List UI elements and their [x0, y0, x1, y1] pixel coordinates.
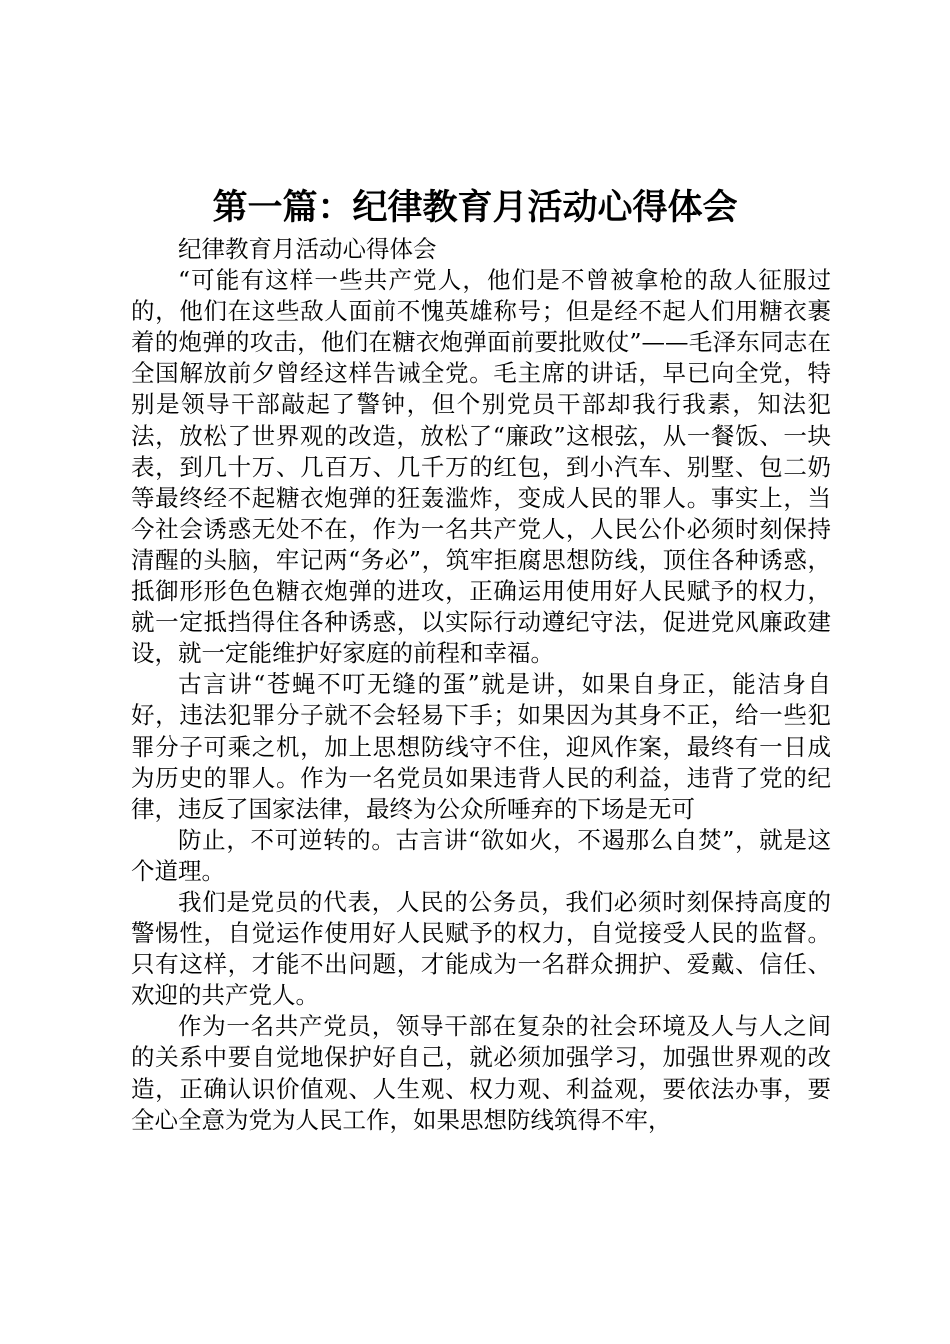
- body-paragraph: “可能有这样一些共产党人，他们是不曾被拿枪的敌人征服过的，他们在这些敌人面前不愧英雄称号；但是经不起人们用糖衣裹着的炮弹的攻击，他们在糖衣炮弹面前要批败仗”——毛泽东同志在全国解放前夕曾经这样告诫全党。毛主席的讲话，早已向全党，特别是领导干部敲起了警钟，但个别党员干部却我行我素，知法犯法，放松了世界观的改造，放松了“廉政”这根弦，从一餐饭、一块表，到几十万、几百万、几千万的红包，到小汽车、别墅、包二奶等最终经不起糖衣炮弹的狂轰滥炸，变成人民的罪人。事实上，当今社会诱惑无处不在，作为一名共产党人，人民公仆必须时刻保持清醒的头脑，牢记两“务必”，筑牢拒腐思想防线，顶住各种诱惑，抵御形形色色糖衣炮弹的进攻，正确运用使用好人民赋予的权力，就一定抵挡得住各种诱惑，以实际行动遵纪守法，促进党风廉政建设，就一定能维护好家庭的前程和幸福。: [131, 266, 831, 668]
- subtitle-paragraph: 纪律教育月活动心得体会: [178, 235, 437, 263]
- document-title: 第一篇：纪律教育月活动心得体会: [212, 187, 738, 228]
- body-paragraph: 作为一名共产党员，领导干部在复杂的社会环境及人与人之间的关系中要自觉地保护好自己，就必须加强学习，加强世界观的改造，正确认识价值观、人生观、权力观、利益观，要依法办事，要全心全意为党为人民工作，如果思想防线筑得不牢，: [131, 1012, 831, 1134]
- body-paragraph: 我们是党员的代表，人民的公务员，我们必须时刻保持高度的警惕性，自觉运作使用好人民赋予的权力，自觉接受人民的监督。只有这样，才能不出问题，才能成为一名群众拥护、爱戴、信任、欢迎的共产党人。: [131, 887, 831, 1010]
- body-paragraph: 防止，不可逆转的。古言讲“欲如火，不遏那么自焚”，就是这个道理。: [131, 825, 831, 885]
- document-body: [131, 234, 831, 1136]
- body-paragraph: 古言讲“苍蝇不叮无缝的蛋”就是讲，如果自身正，能洁身自好，违法犯罪分子就不会轻易下手；如果因为其身不正，给一些犯罪分子可乘之机，加上思想防线守不住，迎风作案，最终有一日成为历史的罪人。作为一名党员如果违背人民的利益，违背了党的纪律，违反了国家法律，最终为公众所唾弃的下场是无可: [131, 670, 831, 823]
